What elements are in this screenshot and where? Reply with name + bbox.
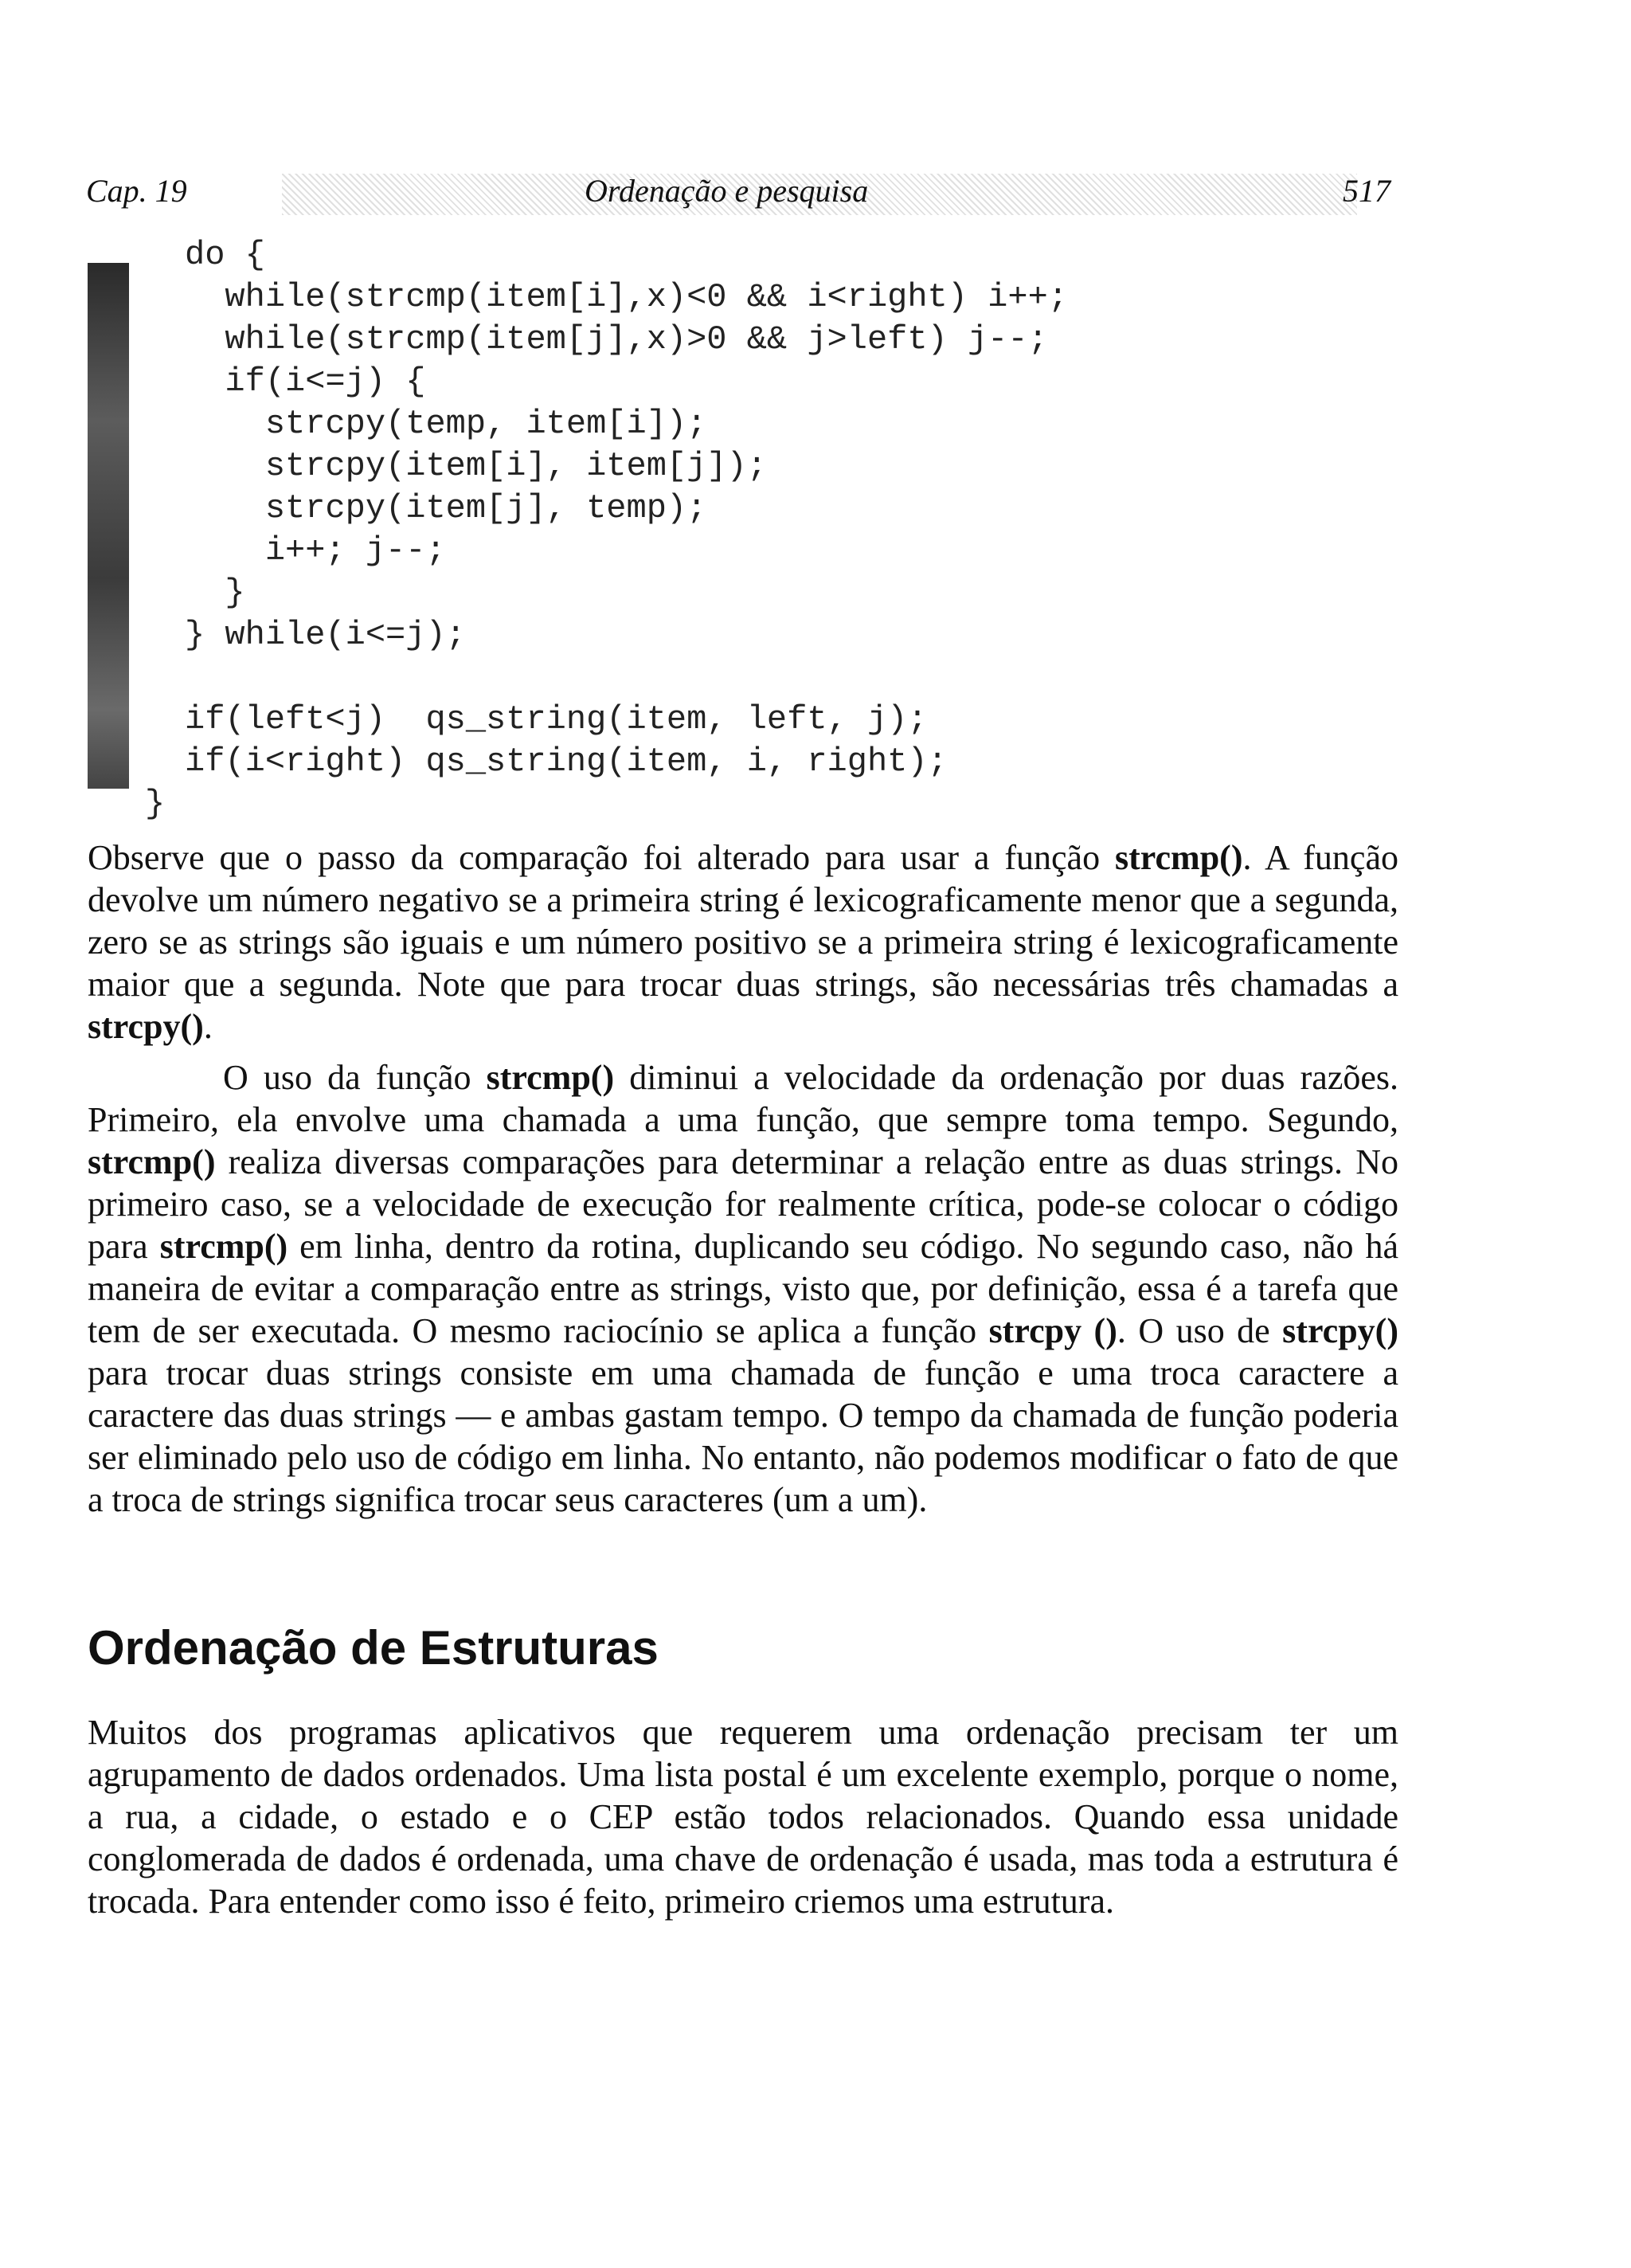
- code-line: strcpy(item[j], temp);: [185, 489, 707, 527]
- page-number: 517: [1343, 173, 1390, 209]
- code-line: [185, 656, 1379, 699]
- code-term: strcpy(): [1282, 1311, 1398, 1350]
- text-run: em linha, dentro da rotina, duplicando seu código. No segundo caso, não há maneira de evitar a comparação entre as strings, visto que, por definição, essa é a tarefa que tem de ser executada. O mesmo raciocínio se aplica a função: [88, 1227, 1398, 1350]
- code-line: while(strcmp(item[i],x)<0 && i<right) i++;: [185, 278, 1068, 316]
- running-title: Ordenação e pesquisa: [585, 173, 869, 209]
- text-run: O uso da função: [223, 1058, 487, 1097]
- text-run: . O uso de: [1117, 1311, 1283, 1350]
- code-term: strcpy (): [988, 1311, 1117, 1350]
- paragraph-strcmp-explanation: [88, 836, 1398, 1048]
- code-line: strcpy(item[i], item[j]);: [185, 447, 767, 485]
- code-line: if(left<j) qs_string(item, left, j);: [185, 700, 928, 738]
- code-margin-bar: [88, 263, 129, 789]
- code-line: if(i<right) qs_string(item, i, right);: [185, 742, 948, 781]
- code-line: i++; j--;: [185, 531, 446, 570]
- text-run: realiza diversas comparações para determinar a relação entre as duas strings. No primeiro caso, se a velocidade de execução for realmente crítica, pode-se colocar o código para: [88, 1142, 1398, 1266]
- code-term: strcmp(): [88, 1142, 216, 1181]
- section-heading: Ordenação de Estruturas: [88, 1621, 659, 1675]
- text-run: Observe que o passo da comparação foi alterado para usar a função: [88, 838, 1116, 877]
- paragraph-structures: Muitos dos programas aplicativos que requerem uma ordenação precisam ter um agrupamento de dados ordenados. Uma lista postal é um excelente exemplo, porque o nome, a rua, a cidade, o estado e o CEP estão todos relacionados. Quando essa unidade conglomerada de dados é ordenada, uma chave de ordenação é usada, mas toda a estrutura é trocada. Para entender como isso é feito, primeiro criemos uma estrutura.: [88, 1713, 1398, 1921]
- code-term: strcmp(): [486, 1058, 615, 1097]
- code-line: do {: [185, 236, 265, 274]
- code-line: } while(i<=j);: [185, 616, 466, 654]
- text-run: . A função devolve um número negativo se a primeira string é lexicograficamente menor que a segunda, zero se as strings são iguais e um número positivo se a primeira string é lexicograficamente maior que a segunda. Note que para trocar duas strings, são necessárias três chamadas a: [88, 838, 1398, 1004]
- chapter-label: Cap. 19: [86, 173, 187, 209]
- code-line: }: [185, 574, 245, 612]
- text-run: para trocar duas strings consiste em uma chamada de função e uma troca caractere a caractere das duas strings — e ambas gastam tempo. O tempo da chamada de função poderia ser eliminado pelo uso de código em linha. No entanto, não podemos modificar o fato de que a troca de strings significa trocar seus caracteres (um a um).: [88, 1353, 1398, 1519]
- code-term: strcmp(): [1115, 838, 1243, 877]
- code-line: if(i<=j) {: [185, 362, 426, 401]
- code-term: strcpy(): [88, 1007, 204, 1046]
- paragraph-performance: [88, 1056, 1398, 1521]
- text-run: diminui a velocidade da ordenação por duas razões. Primeiro, ela envolve uma chamada a uma função, que sempre toma tempo. Segundo,: [88, 1058, 1399, 1139]
- code-line: }: [145, 785, 166, 823]
- text-run: .: [203, 1007, 213, 1046]
- running-header: [83, 169, 1389, 217]
- code-listing: [145, 234, 1379, 825]
- code-term: strcmp(): [159, 1227, 288, 1266]
- code-line: while(strcmp(item[j],x)>0 && j>left) j--;: [185, 320, 1048, 358]
- code-line: strcpy(temp, item[i]);: [185, 405, 707, 443]
